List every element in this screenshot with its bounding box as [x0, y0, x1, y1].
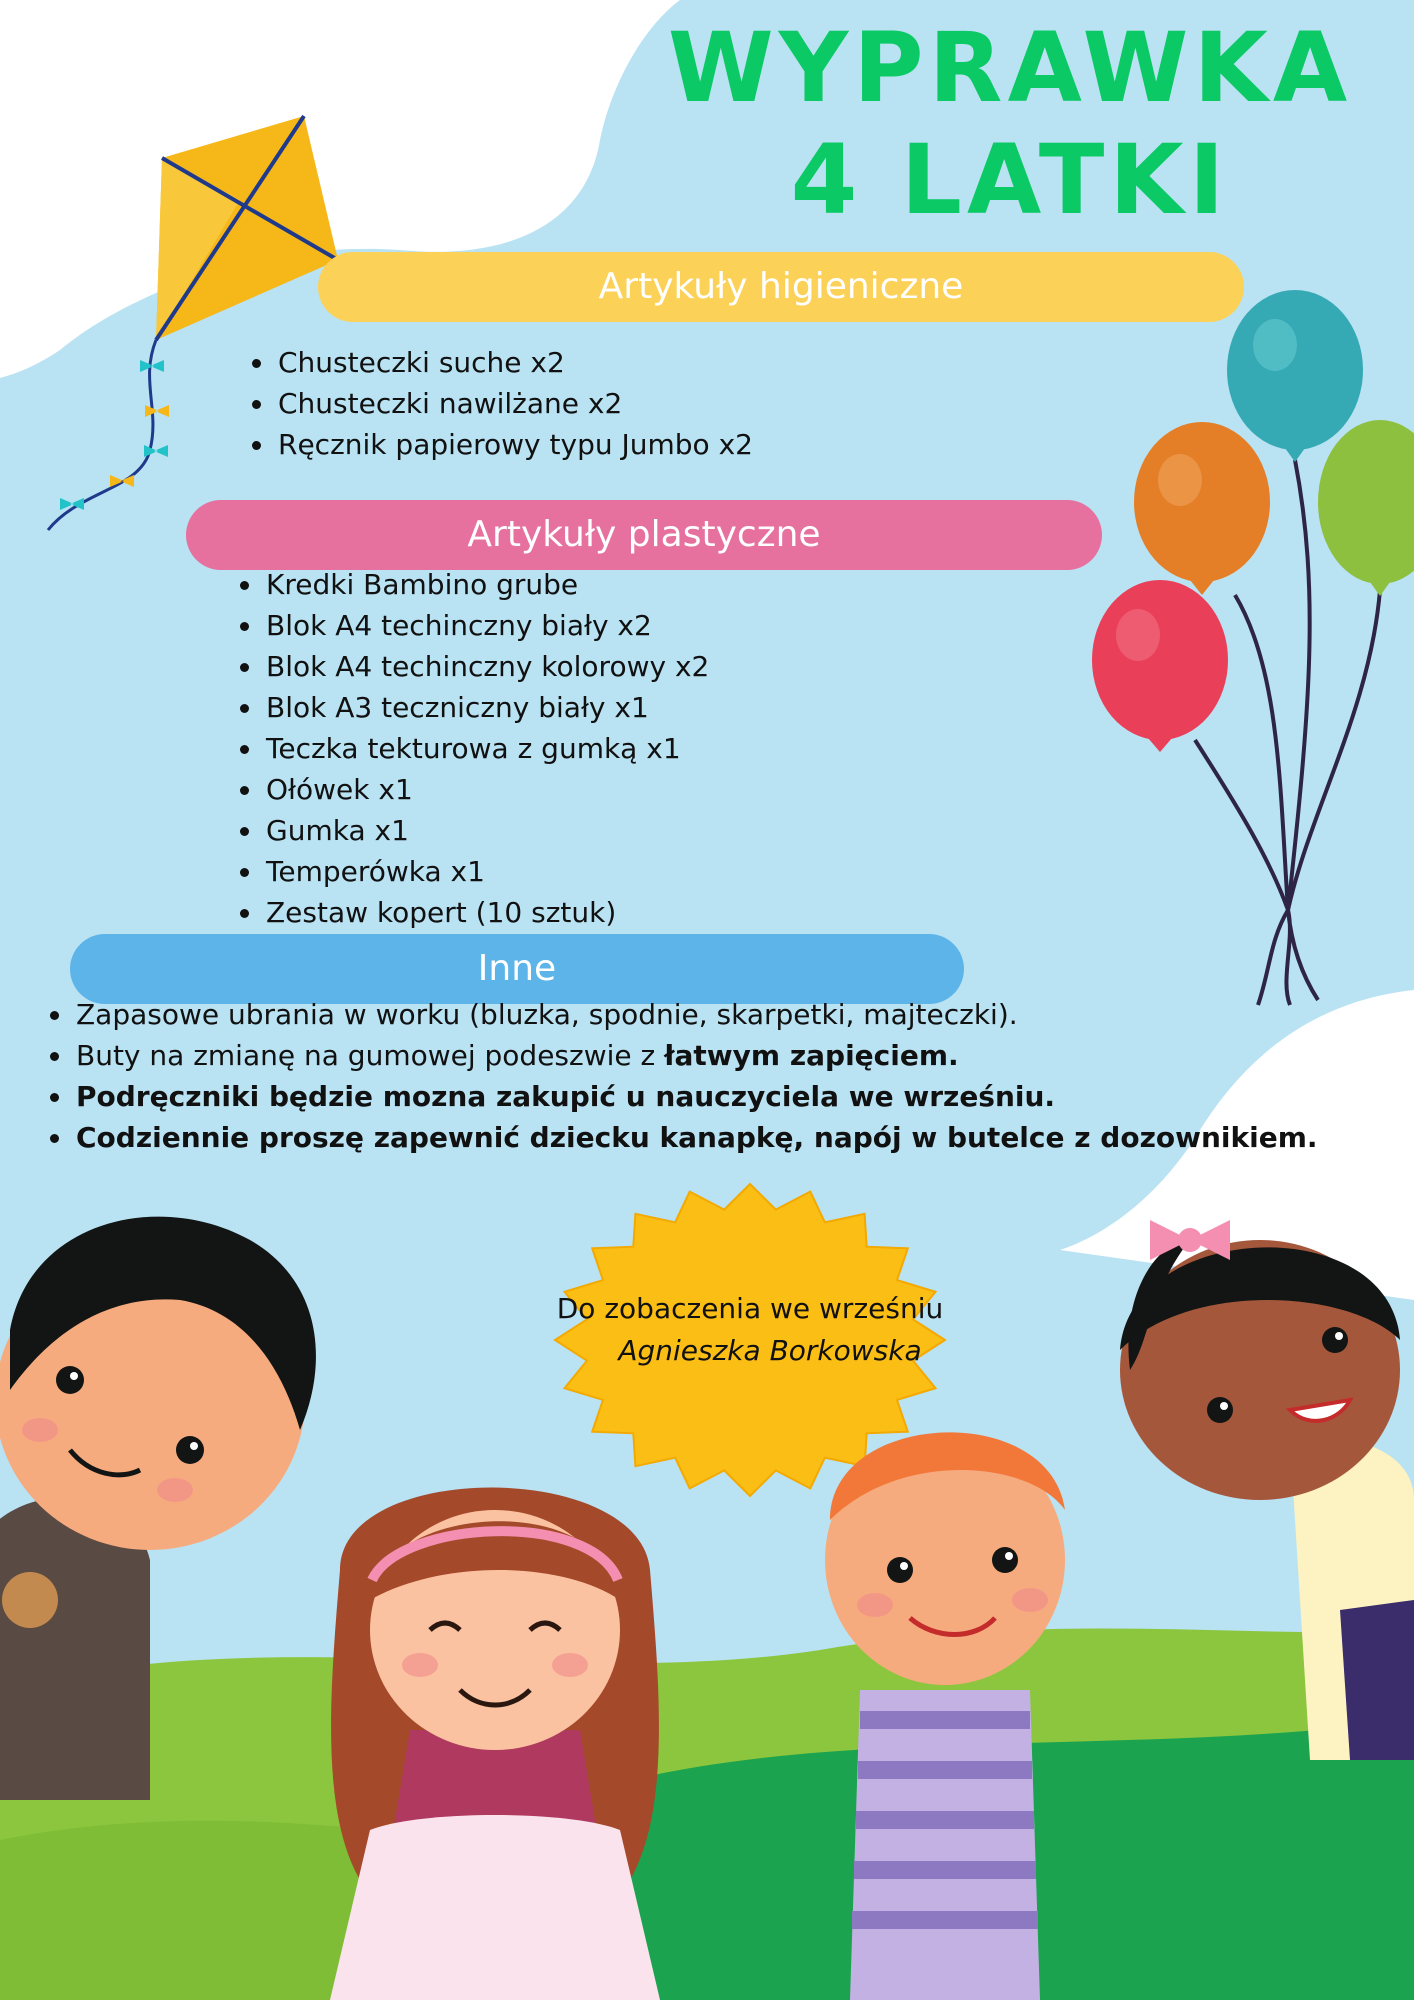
list-item — [48, 1035, 1318, 1076]
farewell-text — [490, 1288, 1010, 1372]
farewell-line: Do zobaczenia we wrześniu — [556, 1292, 944, 1325]
section-heading-hygiene: Artykuły higieniczne — [318, 252, 1244, 322]
list-item-text: Buty na zmianę na gumowej podeszwie z — [76, 1039, 665, 1072]
list-item: Chusteczki suche x2 — [250, 342, 753, 383]
list-item: Teczka tekturowa z gumką x1 — [238, 728, 709, 769]
list-item: Podręczniki będzie mozna zakupić u nauczyciela we wrześniu. — [48, 1076, 1318, 1117]
boy-orange-hair — [770, 1390, 1120, 2000]
title-line-1: WYPRAWKA — [667, 12, 1353, 124]
list-item: Zestaw kopert (10 sztuk) — [238, 892, 709, 933]
list-item: Ręcznik papierowy typu Jumbo x2 — [250, 424, 753, 465]
girl-brown-hair — [300, 1430, 690, 2000]
girl-with-bow — [1110, 1180, 1414, 1760]
list-item: Zapasowe ubrania w worku (bluzka, spodnie, skarpetki, majteczki). — [48, 994, 1318, 1035]
list-item: Ołówek x1 — [238, 769, 709, 810]
list-item: Kredki Bambino grube — [238, 564, 709, 605]
list-item: Codziennie proszę zapewnić dziecku kanapkę, napój w butelce z dozownikiem. — [48, 1117, 1318, 1158]
list-item: Blok A4 techinczny kolorowy x2 — [238, 646, 709, 687]
boy-black-hair — [0, 1180, 330, 1800]
list-item: Gumka x1 — [238, 810, 709, 851]
list-item: Chusteczki nawilżane x2 — [250, 383, 753, 424]
hygiene-list — [250, 342, 753, 465]
list-item: Temperówka x1 — [238, 851, 709, 892]
balloons-icon — [1080, 290, 1414, 1010]
list-item: Blok A4 techinczny biały x2 — [238, 605, 709, 646]
section-heading-art: Artykuły plastyczne — [186, 500, 1102, 570]
section-heading-other: Inne — [70, 934, 964, 1004]
signature: Agnieszka Borkowska — [618, 1334, 922, 1367]
other-list — [48, 994, 1318, 1158]
art-list — [238, 564, 709, 933]
title-line-2: 4 LATKI — [790, 124, 1230, 236]
page-title — [640, 12, 1380, 236]
list-item-bold-text: łatwym zapięciem. — [664, 1039, 959, 1072]
kite-icon — [40, 110, 350, 540]
list-item: Blok A3 teczniczny biały x1 — [238, 687, 709, 728]
